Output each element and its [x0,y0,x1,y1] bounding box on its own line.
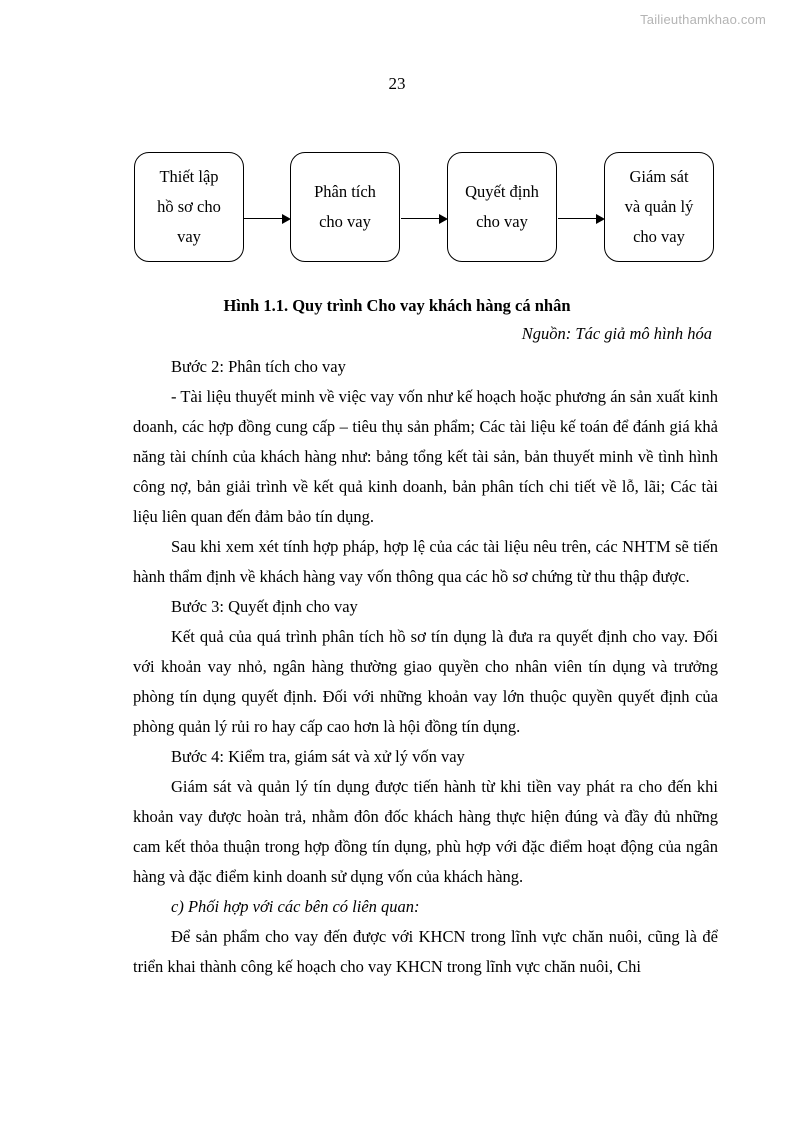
paragraph-tai-lieu: - Tài liệu thuyết minh về việc vay vốn như kế hoạch hoặc phương án sản xuất kinh doanh, các hợp đồng cung cấp – tiêu thụ sản phẩm; Các tài liệu kế toán để đánh giá khả năng tài chính của khách hàng như: bảng tổng kết tài sản, bản thuyết minh về tình hình công nợ, bản giải trình về kết quả kinh doanh, bản phân tích chi tiết về lỗ, lãi; Các tài liệu liên quan đến đảm bảo tín dụng. [133,387,718,526]
arrow-shaft [558,218,598,219]
flow-box-line: vay [177,227,201,246]
flow-box-phan-tich-cho-vay [290,152,400,262]
flow-arrow-3 [558,214,605,224]
paragraph-buoc-3-heading: Bước 3: Quyết định cho vay [171,597,358,616]
flow-box-line: Phân tích [314,182,376,201]
arrow-shaft [244,218,284,219]
flow-box-line: Giám sát [629,167,689,186]
paragraph-ket-qua: Kết quả của quá trình phân tích hồ sơ tín dụng là đưa ra quyết định cho vay. Đối với khoản vay nhỏ, ngân hàng thường giao quyền cho nhân viên tín dụng và trưởng phòng tín dụng quyết định. Đối với những khoản vay lớn thuộc quyền quyết định của phòng quản lý rủi ro hay cấp cao hơn là hội đồng tín dụng. [133,627,718,736]
watermark-text: Tailieuthamkhao.com [640,12,766,27]
flow-box-line: cho vay [319,212,371,231]
process-flow-diagram [0,140,794,275]
flow-arrow-2 [401,214,448,224]
paragraph-buoc-4-heading: Bước 4: Kiểm tra, giám sát và xử lý vốn vay [171,747,465,766]
paragraph-sau-khi-xem-xet: Sau khi xem xét tính hợp pháp, hợp lệ của các tài liệu nêu trên, các NHTM sẽ tiến hành thẩm định về khách hàng vay vốn thông qua các hồ sơ chứng từ thu thập được. [133,537,718,586]
flow-box-giam-sat-quan-ly [604,152,714,262]
flow-box-thiet-lap-ho-so [134,152,244,262]
flow-box-line: cho vay [476,212,528,231]
flow-arrow-1 [244,214,291,224]
body-text-container [133,352,718,982]
figure-source: Nguồn: Tác giả mô hình hóa [521,324,712,343]
flow-box-line: hồ sơ cho [157,197,221,216]
paragraph-phoi-hop-heading: c) Phối hợp với các bên có liên quan: [171,897,420,916]
flow-box-line: cho vay [633,227,685,246]
page-number: 23 [388,74,406,93]
flow-box-quyet-dinh-cho-vay [447,152,557,262]
figure-caption: Hình 1.1. Quy trình Cho vay khách hàng cá nhân [223,296,571,315]
paragraph-buoc-2-heading: Bước 2: Phân tích cho vay [171,357,346,376]
flow-box-line: Quyết định [465,182,539,201]
arrow-shaft [401,218,441,219]
flow-box-line: Thiết lập [159,167,219,186]
flow-box-line: và quản lý [624,197,694,216]
paragraph-de-san-pham: Để sản phẩm cho vay đến được với KHCN trong lĩnh vực chăn nuôi, cũng là để triển khai thành công kế hoạch cho vay KHCN trong lĩnh vực chăn nuôi, Chi [133,927,718,976]
paragraph-giam-sat: Giám sát và quản lý tín dụng được tiến hành từ khi tiền vay phát ra cho đến khi khoản vay được hoàn trả, nhằm đôn đốc khách hàng thực hiện đúng và đầy đủ những cam kết thỏa thuận trong hợp đồng tín dụng, phù hợp với đặc điểm hoạt động của ngân hàng và đặc điểm kinh doanh sử dụng vốn của khách hàng. [133,777,718,886]
